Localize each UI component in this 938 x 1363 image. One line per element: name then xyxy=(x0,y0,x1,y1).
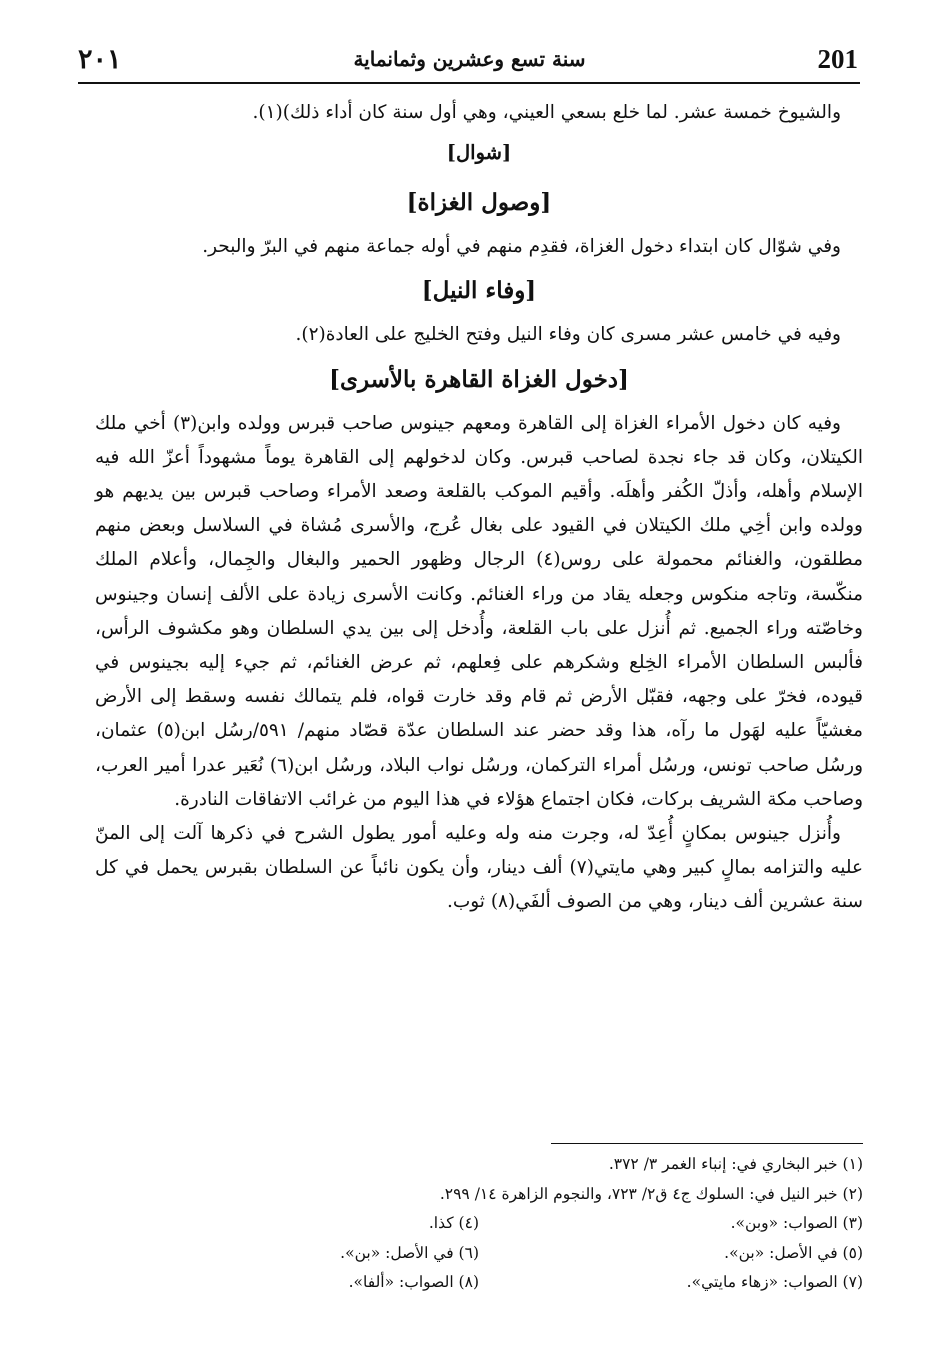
footnote-1: (١) خبر البخاري في: إنباء الغمر ٣/ ٣٧٢. xyxy=(608,1155,863,1173)
section-heading-ghuzat: [وصول الغزاة] xyxy=(406,189,552,217)
paragraph-nil: وفيه في خامس عشر مسرى كان وفاء النيل وفتح الخليج على العادة(٢). xyxy=(295,324,841,346)
footnote-8: (٨) الصواب: «ألفا». xyxy=(348,1273,479,1291)
footnote-row xyxy=(95,1268,863,1298)
footnote-3: (٣) الصواب: «وبن». xyxy=(730,1214,863,1232)
running-title: سنة تسع وعشرين وثمانماية xyxy=(353,47,586,71)
section-heading-asra: [دخول الغزاة القاهرة بالأسرى] xyxy=(329,365,629,393)
footnote-5: (٥) في الأصل: «بن». xyxy=(724,1243,863,1262)
footnote-4: (٤) كذا. xyxy=(428,1214,479,1232)
month-heading: [شوال] xyxy=(446,141,512,165)
paragraph-continuation: والشيوخ خمسة عشر. لما خلع بسعي العيني، وهي أول سنة كان أداء ذلك)(١). xyxy=(252,102,841,123)
paragraph-ghuzat: وفي شوّال كان ابتداء دخول الغزاة، فقدِم منهم في أوله جماعة منهم في البرّ والبحر. xyxy=(202,236,841,258)
page-number-latin: 201 xyxy=(817,43,858,74)
footnote-6: (٦) في الأصل: «بن». xyxy=(340,1243,479,1262)
section-heading-nil: [وفاء النيل] xyxy=(421,277,537,305)
page-number-arabic: ٢٠١ xyxy=(78,43,122,74)
header-rule xyxy=(78,82,860,84)
main-text xyxy=(95,96,863,920)
footnote-7: (٧) الصواب: «زهاء مايتي». xyxy=(686,1273,863,1291)
footnote-row xyxy=(95,1239,863,1269)
paragraph-asra: وفيه كان دخول الأمراء الغزاة إلى القاهرة ومعهم جينوس صاحب قبرس وولده وابن(٣) أخي ملك الكيتلان، وكان قد جاء نجدة لصاحب قبرس. وكان لدخولهم إلى القاهرة يوماً مشهوداً أعزّ الله فيه الإسلام وأهله، وأذلّ الكُفر وأهلَه. وأقيم الموكب بالقلعة وصعد الأمراء وصاحب قبرس بين يديهم هو وولده وابن أخِي ملك الكيتلان في القيود على بغال عُرج، والأسرى مُشاة في السلاسل وبعض منهم مطلقون، والغنائم محمولة على روس(٤) الرجال وظهور الحمير والبغال والجِمال، وأعلام الملك منكّسة، وتاجه منكوس وجعله يقاد من وراء الغنائم. وكانت الأسرى زيادة على الألف إنسان وجينوس وخاصّته وراء الجميع. ثم أُنزل على باب القلعة، وأُدخل إلى بين يدي السلطان وهو مكشوف الرأس، فألبس السلطان الأمراء الخِلع وشكرهم على فِعلهم، ثم عرض الغنائم، ثم جيء إليه بجينوس في قيوده، فخرّ على وجهه، فقبّل الأرض ثم قام وقد خارت قواه، فلم يتمالك نفسه وسقط إلى الأرض مغشيّاً عليه لهَول ما رآه، هذا وقد حضر عند السلطان عدّة قصّاد منهم/ ٥٩١/رسُل ابن(٥) عثمان، ورسُل صاحب تونس، ورسُل أمراء التركمان، ورسُل نواب البلاد، ورسُل ابن(٦) نُعَير عدرا أمير العرب، وصاحب مكة الشريف بركات، فكان اجتماع هؤلاء في هذا اليوم من غرائب الاتفاقات النادرة. xyxy=(95,412,864,810)
footnote-rule xyxy=(551,1143,863,1144)
footnote-2: (٢) خبر النيل في: السلوك ج٤ ق٢/ ٧٢٣، والنجوم الزاهرة ١٤/ ٢٩٩. xyxy=(439,1184,863,1203)
footnotes xyxy=(95,1150,863,1298)
paragraph-genos: وأُنزل جينوس بمكانٍ أُعِدّ له، وجرت منه وله وعليه أمور يطول الشرح في ذكرها آلت إلى المنّ عليه والتزامه بمالٍ كبير وهي مايتي(٧) ألف دينار، وأن يكون نائباً عن السلطان بقبرس يحمل في كل سنة عشرين ألف دينار، وهي من الصوف ألفَي(٨) ثوب. xyxy=(95,823,863,913)
page-header xyxy=(78,38,858,80)
footnote-row xyxy=(95,1209,863,1239)
